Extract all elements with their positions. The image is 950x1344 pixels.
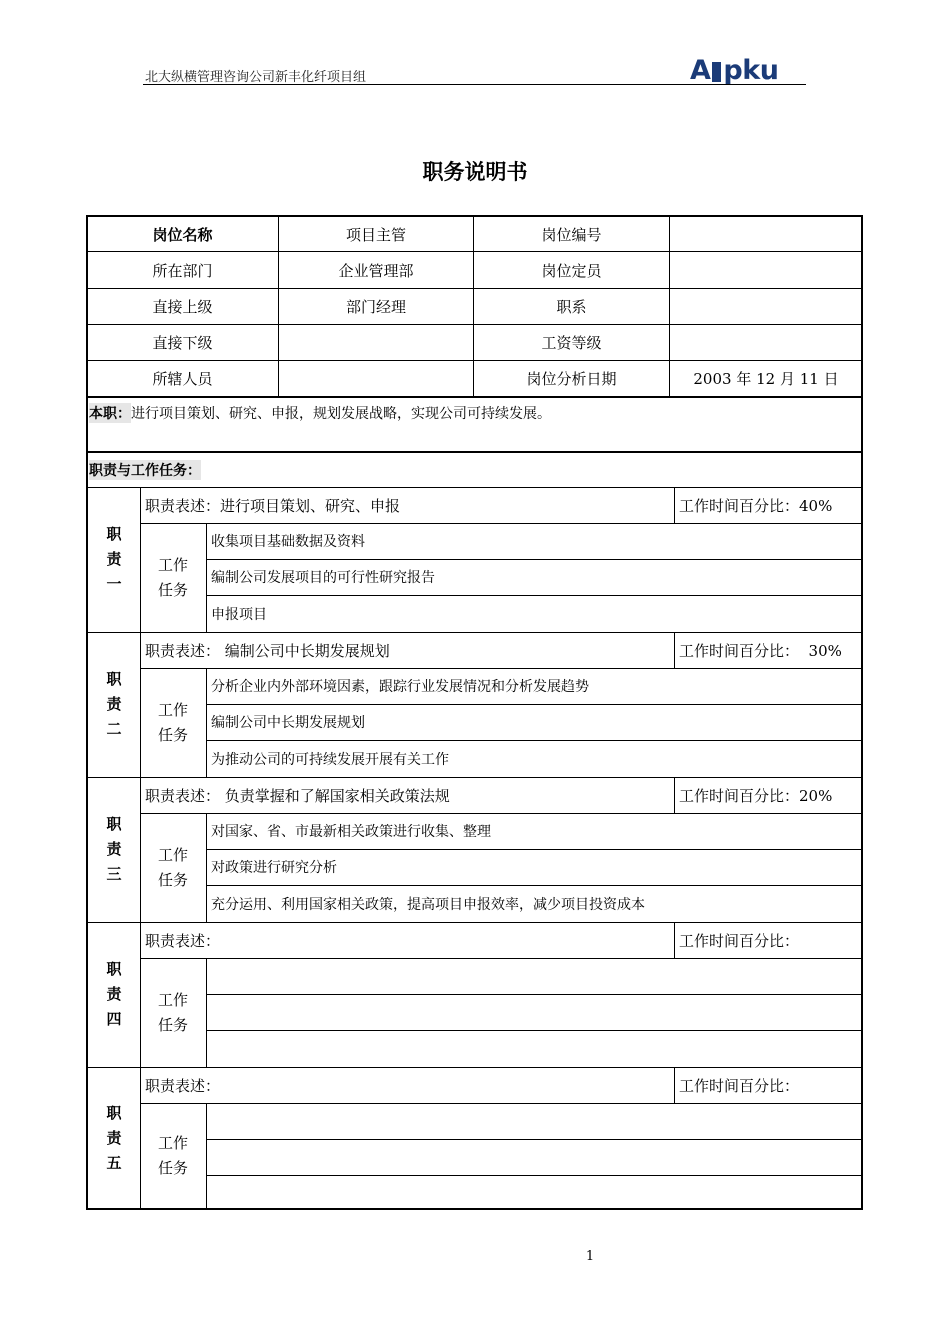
task-item: 对国家、省、市最新相关政策进行收集、整理 (211, 824, 491, 840)
duty-time-percent: 工作时间百分比： (679, 1076, 800, 1095)
task-label-line2: 任务 (157, 870, 188, 889)
duty-name (88, 777, 140, 922)
duty-name-char: 四 (106, 1010, 122, 1028)
task-item: 编制公司中长期发展规划 (211, 715, 365, 731)
task-item: 为推动公司的可持续发展开展有关工作 (211, 751, 449, 768)
duty-name-char: 责 (106, 840, 122, 858)
duty-name (88, 1067, 140, 1209)
duties-heading-row (89, 453, 859, 487)
header-company: 北大纵横管理咨询公司新丰化纤项目组 (145, 70, 367, 85)
duty-time-percent: 工作时间百分比：40% (679, 496, 833, 515)
analysis-date-label: 岗位分析日期 (526, 370, 617, 388)
task-label-line2: 任务 (157, 1159, 188, 1177)
task-item: 对政策进行研究分析 (211, 860, 337, 876)
task-label (141, 523, 205, 632)
duty-name-char: 责 (106, 695, 122, 713)
summary-label: 本职： (89, 403, 131, 423)
task-item: 充分运用、利用国家相关政策，提高项目申报效率，减少项目投资成本 (211, 896, 645, 913)
task-label-line2: 任务 (157, 725, 188, 744)
salary-grade-value (670, 325, 862, 360)
salary-grade-label: 工资等级 (541, 334, 602, 352)
task-label (141, 813, 205, 922)
duty-name (88, 922, 140, 1067)
task-label-line1: 工作 (157, 555, 188, 574)
task-label-line2: 任务 (157, 1015, 188, 1034)
task-label-line1: 工作 (157, 700, 188, 719)
position-code-value (670, 216, 862, 252)
superior-value: 部门经理 (345, 298, 406, 316)
duty-name-char: 职 (106, 525, 122, 543)
task-label (141, 1103, 205, 1209)
task-item (207, 1139, 861, 1175)
position-code-label: 岗位编号 (541, 225, 602, 244)
subordinate-label: 直接下级 (152, 334, 213, 352)
task-label-line1: 工作 (157, 990, 188, 1009)
staff-label: 所辖人员 (152, 370, 213, 388)
header-rule (143, 84, 806, 85)
staff-value (279, 361, 473, 396)
duty-description: 职责表述： (145, 931, 221, 950)
department-value: 企业管理部 (338, 261, 414, 280)
duty-name-char: 二 (106, 720, 122, 738)
task-item (207, 994, 861, 1030)
duty-name-char: 职 (106, 1103, 122, 1122)
page-number: 1 (585, 1249, 595, 1264)
duty-time-percent: 工作时间百分比： 30% (679, 641, 842, 660)
duty-description: 职责表述： 编制公司中长期发展规划 (145, 641, 390, 660)
task-item (207, 1175, 861, 1209)
logo-letters: pku (723, 55, 779, 86)
job-family-value (670, 289, 862, 324)
logo-letter: A (690, 55, 711, 86)
superior-label: 直接上级 (152, 298, 213, 316)
duty-name-char: 五 (106, 1153, 122, 1172)
task-label-line1: 工作 (157, 1134, 188, 1152)
duty-name-char: 责 (106, 1128, 122, 1147)
task-item: 编制公司发展项目的可行性研究报告 (211, 570, 435, 586)
summary-row (89, 398, 859, 428)
task-label-line1: 工作 (157, 845, 188, 864)
department-label: 所在部门 (152, 261, 213, 280)
headcount-label: 岗位定员 (541, 261, 602, 280)
analysis-date-value: 2003 年 12 月 11 日 (693, 370, 839, 388)
duty-name-char: 职 (106, 670, 122, 688)
task-label (141, 668, 205, 777)
task-label-line2: 任务 (157, 580, 188, 599)
headcount-value (670, 252, 862, 288)
duty-name-char: 职 (106, 815, 122, 833)
duty-description: 职责表述： 负责掌握和了解国家相关政策法规 (145, 786, 450, 805)
duty-description: 职责表述：进行项目策划、研究、申报 (145, 496, 401, 515)
task-item: 收集项目基础数据及资料 (211, 534, 365, 550)
position-name-label: 岗位名称 (152, 225, 213, 244)
duties-heading: 职责与工作任务： (89, 460, 201, 480)
subordinate-value (279, 325, 473, 360)
summary-text: 进行项目策划、研究、申报，规划发展战略，实现公司可持续发展。 (131, 406, 551, 422)
duty-name (88, 632, 140, 777)
duty-description: 职责表述： (145, 1076, 221, 1095)
duty-name-char: 责 (106, 550, 122, 568)
duty-time-percent: 工作时间百分比： (679, 931, 800, 950)
duty-name-char: 三 (106, 865, 122, 883)
duty-name-char: 一 (106, 575, 122, 593)
task-item (207, 958, 861, 994)
duty-name-char: 责 (106, 985, 122, 1003)
page-title: 职务说明书 (422, 160, 528, 184)
duty-name-char: 职 (106, 960, 122, 978)
task-item: 分析企业内外部环境因素，跟踪行业发展情况和分析发展趋势 (211, 679, 589, 695)
task-item (207, 1103, 861, 1139)
job-family-label: 职系 (556, 298, 587, 316)
duty-time-percent: 工作时间百分比：20% (679, 786, 833, 805)
task-item: 申报项目 (211, 606, 267, 623)
logo-bar (712, 62, 721, 82)
duty-name (88, 487, 140, 632)
task-item (207, 1030, 861, 1067)
company-logo (690, 54, 778, 86)
task-label (141, 958, 205, 1067)
position-name-value: 项目主管 (345, 225, 406, 244)
